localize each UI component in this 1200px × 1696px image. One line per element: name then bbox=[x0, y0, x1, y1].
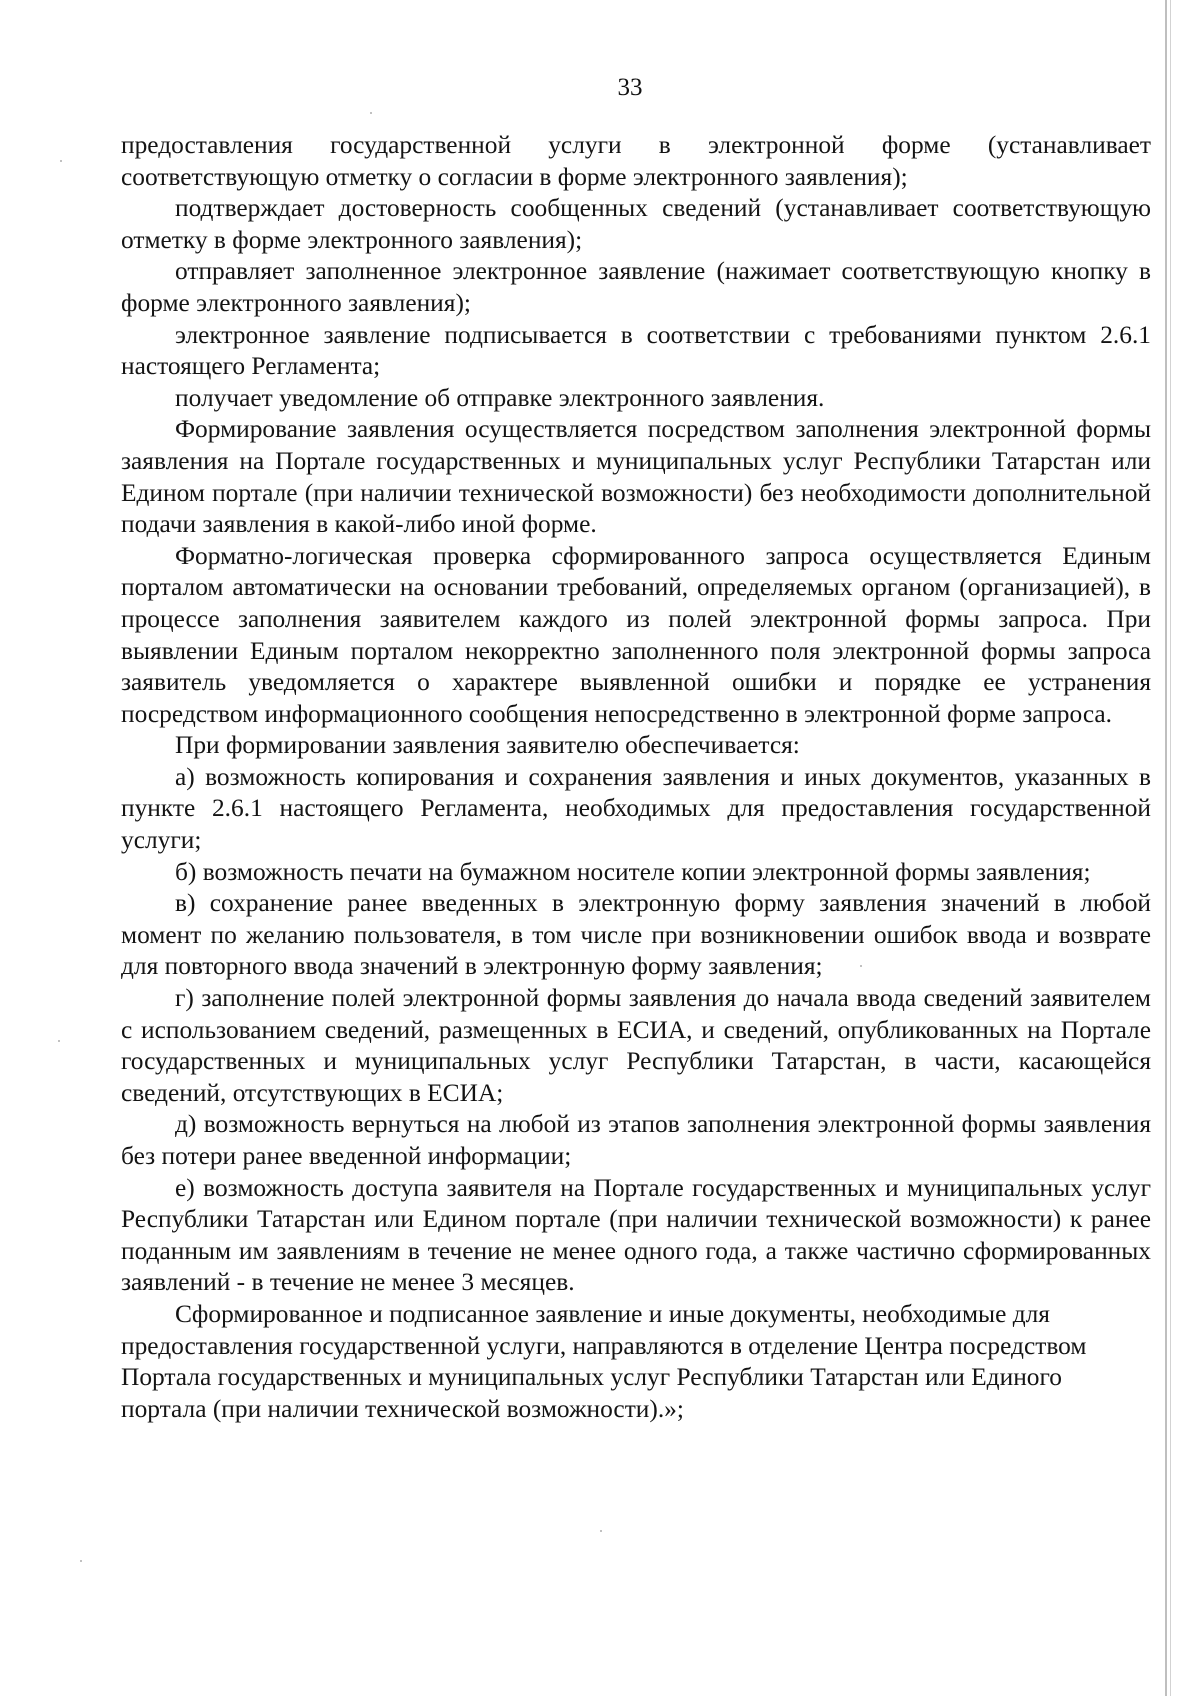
scan-edge-line bbox=[1165, 0, 1167, 1696]
list-item-a: а) возможность копирования и сохранения заявления и иных документов, указанных в пункте 2.6.1 настоящего Регламента, необходимых для предоставления государственной услуги; bbox=[121, 762, 1151, 855]
paragraph: Форматно-логическая проверка сформированного запроса осуществляется Единым порталом автоматически на основании требований, определяемых органом (организацией), в процессе заполнения заявителем каждого из полей электронной формы запроса. При выявлении Единым порталом некорректно заполненного поля электронной формы запроса заявитель уведомляется о характере выявленной ошибки и порядке ее устранения посредством информационного сообщения непосредственно в электронной форме запроса. bbox=[121, 541, 1151, 728]
paragraph: предоставления государственной услуги в электронной форме (устанавливает соответствующую отметку о согласии в форме электронного заявления); bbox=[121, 131, 1151, 191]
page-number: 33 bbox=[617, 74, 643, 101]
scan-speck bbox=[80, 1560, 82, 1562]
paragraph: отправляет заполненное электронное заявление (нажимает соответствующую кнопку в форме электронного заявления); bbox=[121, 257, 1151, 317]
paragraph: электронное заявление подписывается в соответствии с требованиями пунктом 2.6.1 настоящего Регламента; bbox=[121, 320, 1151, 381]
list-item-e: е) возможность доступа заявителя на Портале государственных и муниципальных услуг Республики Татарстан или Едином портале (при наличии технической возможности) к ранее поданным им заявлениям в течение не менее одного года, а также частично сформированных заявлений - в течение не менее 3 месяцев. bbox=[121, 1173, 1151, 1297]
list-item-b: б) возможность печати на бумажном носителе копии электронной формы заявления; bbox=[175, 857, 1091, 886]
paragraph: получает уведомление об отправке электронного заявления. bbox=[175, 383, 825, 412]
scan-speck bbox=[370, 112, 372, 114]
scan-speck bbox=[60, 160, 62, 162]
paragraph: Формирование заявления осуществляется посредством заполнения электронной формы заявления на Портале государственных и муниципальных услуг Республики Татарстан или Едином портале (при наличии технической возможности) без необходимости дополнительной подачи заявления в какой-либо иной форме. bbox=[121, 415, 1151, 539]
list-item-d: д) возможность вернуться на любой из этапов заполнения электронной формы заявления без потери ранее введенной информации; bbox=[121, 1110, 1151, 1170]
list-item-g: г) заполнение полей электронной формы заявления до начала ввода сведений заявителем с использованием сведений, размещенных в ЕСИА, и сведений, опубликованных на Портале государственных и муниципальных услуг Республики Татарстан, в части, касающейся сведений, отсутствующих в ЕСИА; bbox=[121, 984, 1151, 1107]
scan-speck bbox=[58, 1040, 60, 1042]
paragraph: При формировании заявления заявителю обеспечивается: bbox=[175, 731, 800, 760]
list-item-v: в) сохранение ранее введенных в электронную форму заявления значений в любой момент по желанию пользователя, в том числе при возникновении ошибок ввода и возврате для повторного ввода значений в электронную форму заявления; bbox=[121, 889, 1151, 981]
scan-speck bbox=[600, 1530, 602, 1532]
paragraph: Сформированное и подписанное заявление и иные документы, необходимые для предоставления государственной услуги, направляются в отделение Центра посредством Портала государственных и муниципальных услуг Республики Татарстан или Единого портала (при наличии технической возможности).»; bbox=[121, 1299, 1087, 1423]
paragraph: подтверждает достоверность сообщенных сведений (устанавливает соответствующую отметку в форме электронного заявления); bbox=[121, 194, 1151, 254]
scan-edge-line-secondary bbox=[1170, 0, 1171, 1696]
document-body bbox=[121, 130, 1151, 1425]
